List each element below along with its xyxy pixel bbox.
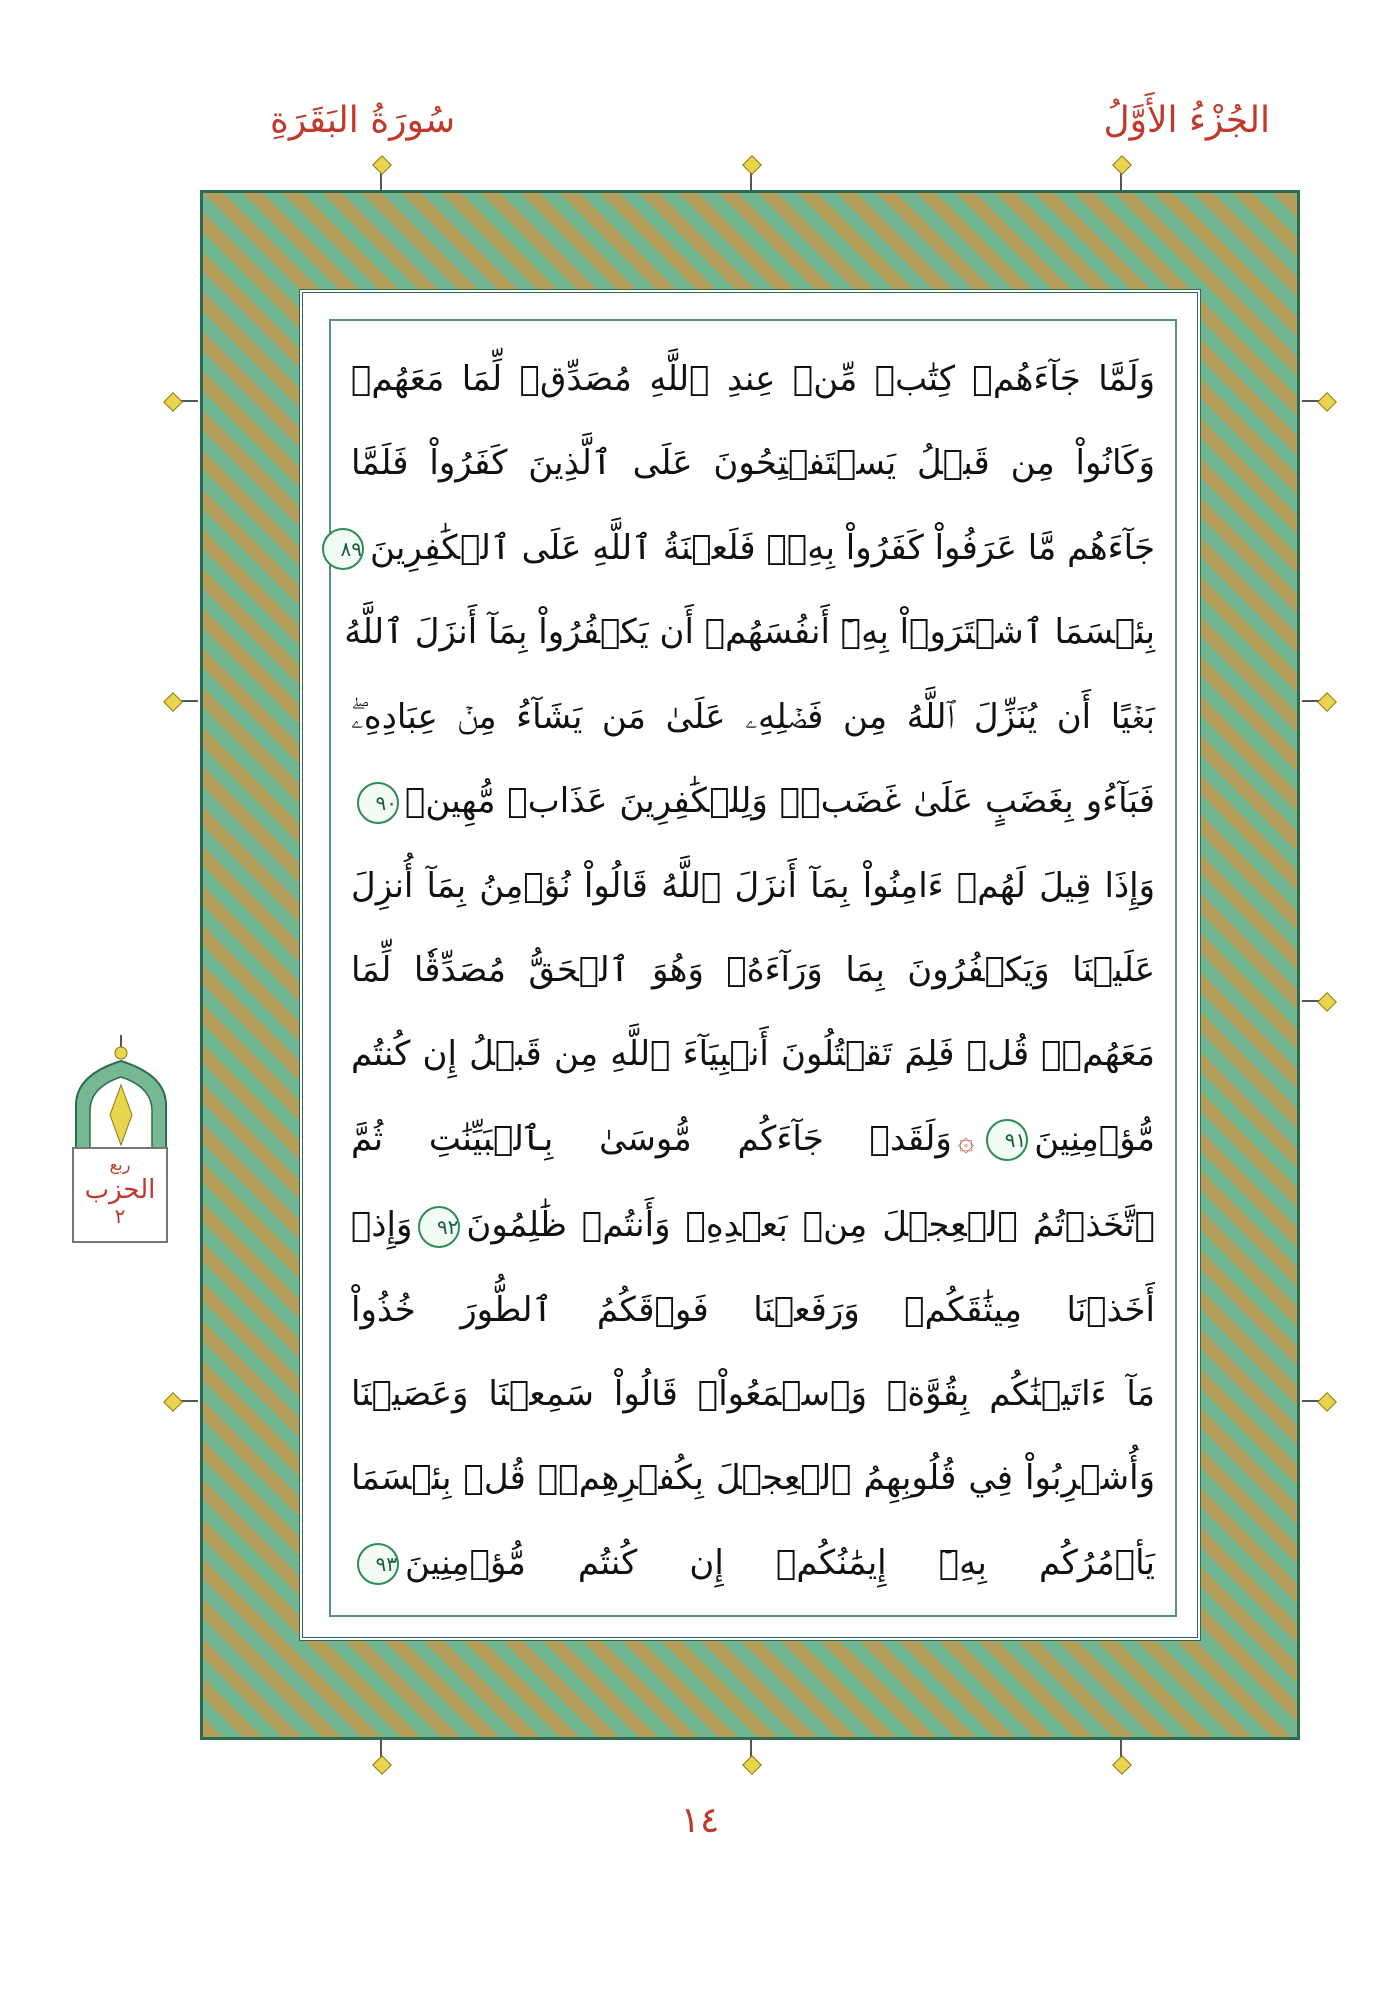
- verse-text: وَإِذۡ: [351, 1205, 413, 1246]
- verse-line: [340, 518, 1155, 578]
- verse-line: [351, 771, 1155, 831]
- verse-text: مَآ ءَاتَيۡنَٰكُم بِقُوَّةٖ وَٱسۡمَعُواْۖ قَالُواْ سَمِعۡنَا وَعَصَيۡنَا: [351, 1374, 1155, 1415]
- ayah-number-marker: ٩٠: [357, 782, 399, 824]
- hizb-star-icon: ۞: [957, 1123, 975, 1157]
- verse-text: وَلَقَدۡ جَآءَكُم مُّوسَىٰ بِٱلۡبَيِّنَٰتِ ثُمَّ: [351, 1118, 952, 1159]
- verse-line: [351, 1195, 1155, 1255]
- ornament-tick-icon: [1120, 1740, 1122, 1766]
- ornament-tick-icon: [172, 400, 198, 402]
- verse-text: عَلَيۡنَا وَيَكۡفُرُونَ بِمَا وَرَآءَهُۥ وَهُوَ ٱلۡحَقُّ مُصَدِّقٗا لِّمَا: [351, 949, 1155, 990]
- verse-text: وَإِذَا قِيلَ لَهُمۡ ءَامِنُواْ بِمَآ أَنزَلَ ٱللَّهُ قَالُواْ نُؤۡمِنُ بِمَآ أُنزِلَ: [351, 865, 1155, 906]
- ornament-tick-icon: [1120, 164, 1122, 190]
- hizb-quarter-marker: [68, 1035, 174, 1250]
- verse-text: بَغۡيًا أَن يُنَزِّلَ ٱللَّهُ مِن فَضۡلِهِۦ عَلَىٰ مَن يَشَآءُ مِنۡ عِبَادِهِۦۖ: [351, 696, 1155, 737]
- ornament-tick-icon: [172, 1400, 198, 1402]
- verse-line: [351, 687, 1155, 747]
- ornament-tick-icon: [1302, 700, 1328, 702]
- verse-line: [351, 940, 1155, 1000]
- ornamental-frame: [200, 190, 1300, 1740]
- verse-text: وَلَمَّا جَآءَهُمۡ كِتَٰبٞ مِّنۡ عِندِ ٱللَّهِ مُصَدِّقٞ لِّمَا مَعَهُمۡ: [351, 359, 1155, 399]
- verse-line: [351, 1280, 1155, 1340]
- verse-text: أَخَذۡنَا مِيثَٰقَكُمۡ وَرَفَعۡنَا فَوۡقَكُمُ ٱلطُّورَ خُذُواْ: [351, 1289, 1155, 1330]
- ornament-tick-icon: [380, 1740, 382, 1766]
- verse-line: [351, 349, 1155, 409]
- page-number: ١٤: [680, 1800, 720, 1841]
- ayah-number-marker: ٩١: [986, 1119, 1028, 1161]
- verse-line: [351, 1364, 1155, 1424]
- ornament-tick-icon: [750, 1740, 752, 1766]
- hizb-word-label: الحزب: [84, 1175, 156, 1205]
- verse-line: [351, 1448, 1155, 1508]
- ayah-number-marker: ٨٩: [322, 528, 364, 570]
- ornament-tick-icon: [1302, 1000, 1328, 1002]
- verse-line: [344, 602, 1155, 662]
- verse-text: يَأۡمُرُكُم بِهِۦٓ إِيمَٰنُكُمۡ إِن كُنتُم مُّؤۡمِنِينَ: [405, 1542, 1155, 1583]
- verse-line: [351, 1533, 1155, 1593]
- verse-line: [351, 433, 1155, 493]
- verse-text-panel: [329, 319, 1177, 1617]
- verse-line: [351, 856, 1155, 916]
- ornament-tick-icon: [172, 700, 198, 702]
- ayah-number-marker: ٩٣: [357, 1543, 399, 1585]
- surah-title: سُورَةُ البَقَرَةِ: [270, 100, 456, 141]
- hizb-rub-label: ربع: [109, 1155, 131, 1174]
- hizb-number-label: ٢: [114, 1204, 126, 1228]
- verse-line: [351, 1024, 1155, 1084]
- verse-text: بِئۡسَمَا ٱشۡتَرَوۡاْ بِهِۦٓ أَنفُسَهُمۡ أَن يَكۡفُرُواْ بِمَآ أَنزَلَ ٱللَّهُ: [344, 612, 1155, 653]
- ornament-tick-icon: [1302, 1400, 1328, 1402]
- hizb-ornament-icon: [68, 1035, 174, 1155]
- juz-title: الجُزْءُ الأَوَّلُ: [1103, 100, 1270, 141]
- verse-text: مَعَهُمۡۗ قُلۡ فَلِمَ تَقۡتُلُونَ أَنۢبِيَآءَ ٱللَّهِ مِن قَبۡلُ إِن كُنتُم: [351, 1034, 1155, 1075]
- verse-text: ٱتَّخَذۡتُمُ ٱلۡعِجۡلَ مِنۢ بَعۡدِهِۦ وَأَنتُمۡ ظَٰلِمُونَ: [466, 1205, 1155, 1246]
- ornament-tick-icon: [750, 164, 752, 190]
- ornament-tick-icon: [380, 164, 382, 190]
- verse-text: وَكَانُواْ مِن قَبۡلُ يَسۡتَفۡتِحُونَ عَلَى ٱلَّذِينَ كَفَرُواْ فَلَمَّا: [351, 443, 1155, 484]
- ayah-number-marker: ٩٢: [418, 1206, 460, 1248]
- verse-text: جَآءَهُم مَّا عَرَفُواْ كَفَرُواْ بِهِۦۚ فَلَعۡنَةُ ٱللَّهِ عَلَى ٱلۡكَٰفِرِينَ: [370, 527, 1155, 568]
- ornament-tick-icon: [1302, 400, 1328, 402]
- verse-text: مُّؤۡمِنِينَ: [1034, 1118, 1155, 1159]
- verse-line: [351, 1109, 1155, 1171]
- verse-text: وَأُشۡرِبُواْ فِي قُلُوبِهِمُ ٱلۡعِجۡلَ بِكُفۡرِهِمۡۚ قُلۡ بِئۡسَمَا: [351, 1458, 1155, 1499]
- hizb-label-box: [72, 1147, 168, 1243]
- verse-text: فَبَآءُو بِغَضَبٍ عَلَىٰ غَضَبٖۚ وَلِلۡكَٰفِرِينَ عَذَابٞ مُّهِينٞ: [405, 781, 1155, 822]
